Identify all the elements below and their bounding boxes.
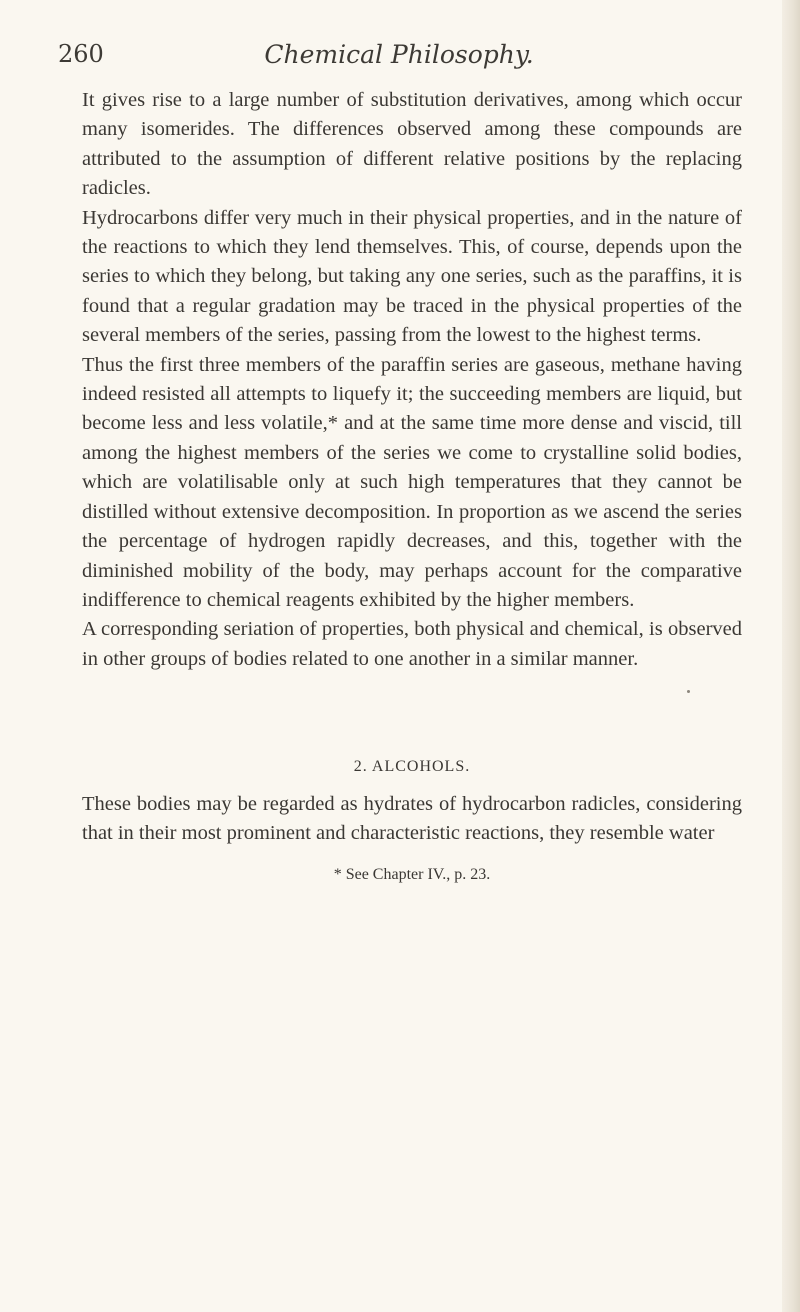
paragraph-hydrocarbons: Hydrocarbons differ very much in their physical properties, and in the nature of the reactions to which they lend themselves. This, of course, depends upon the series to which they belong, but taking any one series, such as the paraffins, it is found that a regular gradation may be traced in the physical properties of the several members of the series, passing from the lowest to the highest terms. — [82, 206, 742, 347]
print-speck — [687, 690, 690, 693]
footnote: * See Chapter IV., p. 23. — [333, 866, 491, 883]
paragraph-seriation: A corresponding seriation of properties, both physical and chemical, is observed in other groups of bodies related to one another in a similar manner. — [82, 618, 742, 670]
running-title: Chemical Philosophy. — [264, 40, 534, 69]
page-header — [58, 40, 740, 76]
paragraph-paraffin-series: Thus the first three members of the paraffin series are gaseous, methane having indeed resisted all attempts to liquefy it; the succeeding members are liquid, but become less and less volatile,* and at the same time more dense and viscid, till among the highest members of the series we come to crystalline solid bodies, which are volatilisable only at such high temperatures that they cannot be distilled without extensive decomposition. In proportion as we ascend the series the percentage of hydrogen rapidly decreases, and this, together with the diminished mobility of the body, may perhaps account for the comparative indifference to chemical reagents exhibited by the higher members. — [82, 353, 742, 611]
section-text-alcohols — [82, 790, 742, 849]
paragraph-alcohols: These bodies may be regarded as hydrates of hydrocarbon radicles, considering that in their most prominent and characteristic reactions, they resemble water — [82, 793, 742, 845]
main-text — [82, 86, 742, 674]
section-heading-alcohols: 2. ALCOHOLS. — [353, 758, 471, 775]
page-number: 260 — [58, 40, 104, 68]
paragraph-substitution: It gives rise to a large number of substitution derivatives, among which occur many isomerides. The differences observed among these compounds are attributed to the assumption of different relative positions by the replacing radicles. — [82, 89, 742, 200]
page-edge-shadow — [782, 0, 800, 1312]
